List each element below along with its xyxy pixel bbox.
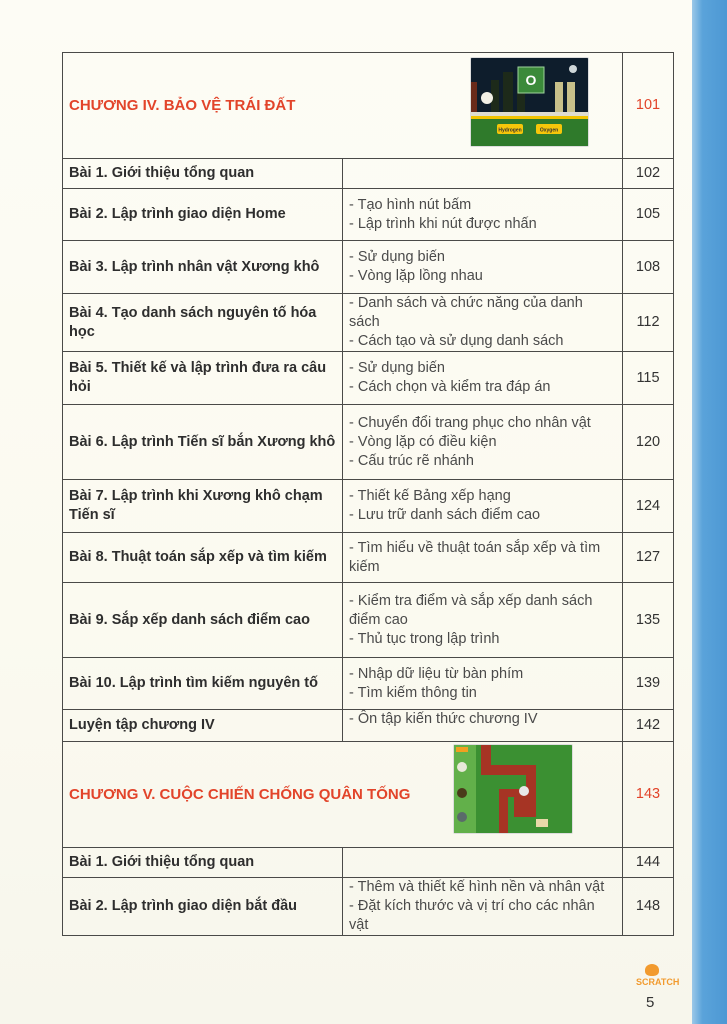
page-number-cell: 112 [623,294,674,352]
lesson-topics [343,848,623,878]
page-number-cell: 139 [623,658,674,710]
lesson-title: Bài 6. Lập trình Tiến sĩ bắn Xương khô [63,405,343,480]
lesson-row [63,710,674,742]
page-number-cell: 101 [623,53,674,159]
page-number-cell: 124 [623,480,674,533]
lesson-topics [343,480,623,533]
chapter-thumbnail [470,57,589,147]
lesson-row [63,241,674,294]
topic-item: - Danh sách và chức năng của danh sách [349,295,583,330]
lesson-row [63,189,674,241]
lesson-title: Bài 2. Lập trình giao diện bắt đầu [63,878,343,936]
page-number-cell: 102 [623,159,674,189]
page-number-cell: 120 [623,405,674,480]
lesson-title: Bài 3. Lập trình nhân vật Xương khô [63,241,343,294]
chapter-title: CHƯƠNG IV. BẢO VỆ TRÁI ĐẤT [69,97,296,114]
topic-item: - Cách tạo và sử dụng danh sách [349,333,564,349]
topic-item: - Đặt kích thước và vị trí cho các nhân vật [349,898,595,933]
chapter-title: CHƯƠNG V. CUỘC CHIẾN CHỐNG QUÂN TỐNG [69,786,411,803]
page-number: 5 [646,994,655,1011]
lesson-title: Bài 7. Lập trình khi Xương khô chạm Tiến sĩ [63,480,343,533]
svg-text:O: O [525,72,537,88]
lesson-topics [343,189,623,241]
table-of-contents [62,52,674,936]
topic-item: - Kiểm tra điểm và sắp xếp danh sách điểm cao [349,592,593,628]
lesson-title: Bài 1. Giới thiệu tổng quan [63,848,343,878]
lesson-title: Bài 10. Lập trình tìm kiếm nguyên tố [63,658,343,710]
lesson-row [63,159,674,189]
topic-item: - Tạo hình nút bấm [349,196,472,213]
lesson-topics [343,533,623,583]
page-number-cell: 135 [623,583,674,658]
topic-item: - Tìm hiểu về thuật toán sắp xếp và tìm kiếm [349,539,601,575]
lesson-row [63,480,674,533]
page-number-cell: 148 [623,878,674,936]
lesson-topics [343,352,623,405]
lesson-title: Bài 8. Thuật toán sắp xếp và tìm kiếm [63,533,343,583]
lesson-topics [343,583,623,658]
lesson-title: Luyện tập chương IV [63,710,343,742]
page-number-cell: 142 [623,710,674,742]
topic-item: - Sử dụng biến [349,360,445,376]
lesson-row [63,878,674,936]
lesson-row [63,533,674,583]
logo-text: SCRATCH [636,977,680,987]
topic-item: - Nhập dữ liệu từ bàn phím [349,665,524,682]
page-number-cell: 143 [623,742,674,848]
page-number-cell: 144 [623,848,674,878]
topic-item: - Tìm kiếm thông tin [349,684,477,701]
game-scene-icon [471,58,588,146]
page-number-cell: 108 [623,241,674,294]
chapter-cell [63,742,623,848]
topic-item: - Thủ tục trong lập trình [349,630,500,647]
chapter-thumbnail [453,744,573,834]
topic-item: - Vòng lặp có điều kiện [349,433,497,450]
lesson-topics [343,294,623,352]
topic-item: - Lưu trữ danh sách điểm cao [349,507,541,523]
chapter-row [63,742,674,848]
side-color-strip [692,0,727,1024]
lesson-topics [343,241,623,294]
lesson-title: Bài 5. Thiết kế và lập trình đưa ra câu hỏi [63,352,343,405]
topic-item: - Cấu trúc rẽ nhánh [349,452,474,469]
topic-item: - Thiết kế Bảng xếp hạng [349,488,511,504]
topic-item: - Thêm và thiết kế hình nền và nhân vật [349,879,605,895]
lesson-topics [343,405,623,480]
svg-text:Oxygen: Oxygen [539,127,559,134]
topic-item: - Chuyển đổi trang phục cho nhân vật [349,414,591,431]
chapter-row [63,53,674,159]
svg-text:Hydrogen: Hydrogen [498,127,522,134]
lesson-title: Bài 4. Tạo danh sách nguyên tố hóa học [63,294,343,352]
topic-item: - Vòng lặp lồng nhau [349,268,483,284]
page-number-cell: 127 [623,533,674,583]
topic-item: - Lập trình khi nút được nhấn [349,215,537,232]
lesson-topics [343,710,623,742]
lesson-title: Bài 1. Giới thiệu tổng quan [63,159,343,189]
lesson-title: Bài 2. Lập trình giao diện Home [63,189,343,241]
chapter-cell [63,53,623,159]
lesson-title: Bài 9. Sắp xếp danh sách điểm cao [63,583,343,658]
scratch-cat-icon [645,964,659,976]
topic-item: - Sử dụng biến [349,249,445,265]
lesson-row [63,294,674,352]
topic-item: - Cách chọn và kiểm tra đáp án [349,379,551,395]
lesson-row [63,583,674,658]
game-scene-icon [454,745,572,833]
topic-item: - Ôn tập kiến thức chương IV [349,711,538,727]
lesson-topics [343,658,623,710]
lesson-topics [343,878,623,936]
page-number-cell: 115 [623,352,674,405]
lesson-row [63,848,674,878]
page-number-cell: 105 [623,189,674,241]
lesson-row [63,405,674,480]
scratch-logo [636,964,680,990]
lesson-topics [343,159,623,189]
lesson-row [63,658,674,710]
lesson-row [63,352,674,405]
